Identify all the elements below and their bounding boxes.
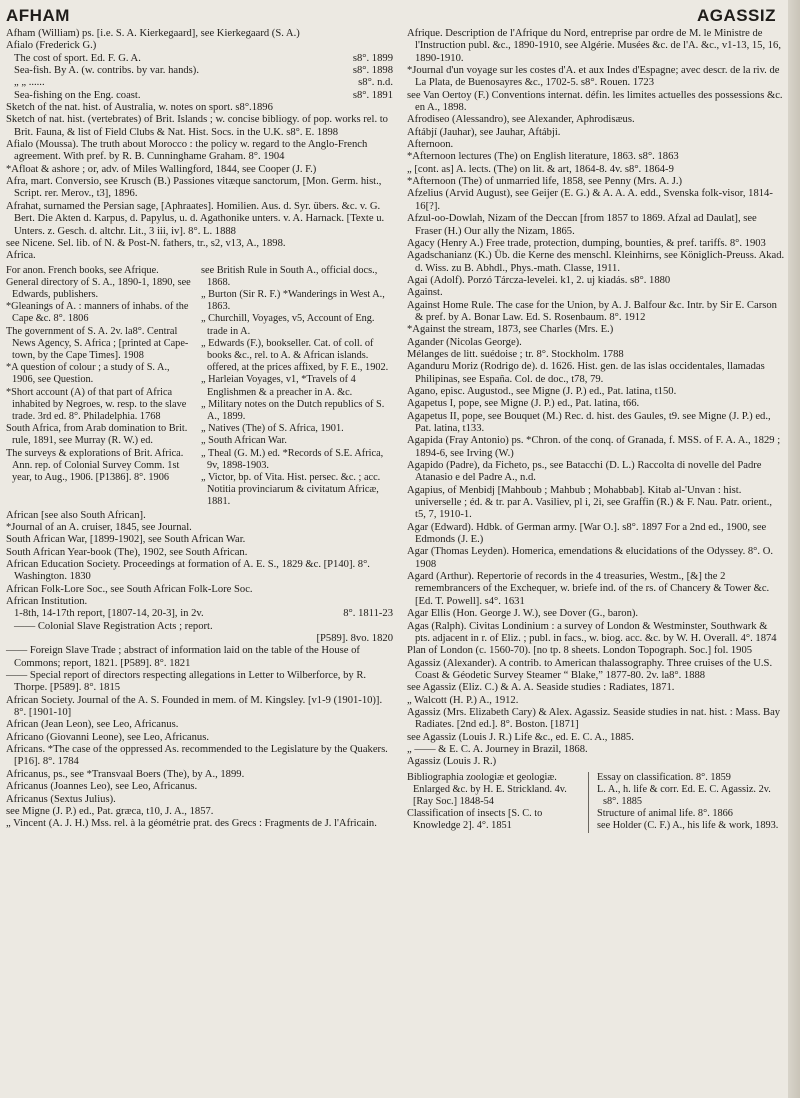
catalog-entry: see Agassiz (Eliz. C.) & A. A. Seaside studies : Radiates, 1871. <box>407 682 675 694</box>
catalog-entry: Afzelius (Arvid August), see Geijer (E. G.) & A. A. A. edd., Svenska folk-visor, 1814-16[?]. <box>407 188 773 212</box>
catalog-entry: Structure of animal life. 8°. 1866 <box>597 808 733 820</box>
catalog-entry: „ Churchill, Voyages, v5, Account of Eng. trade in A. <box>201 313 375 337</box>
catalog-entry: Agapida (Fray Antonio) ps. *Chron. of the conq. of Granada, f. MSS. of F. A. A., 1829 ; 1894-6, see Irving (W.) <box>407 435 781 459</box>
catalog-entry: Sketch of nat. hist. (vertebrates) of Brit. Islands ; w. concise bibliogy. of pop. works rel. to Brit. Fauna, & list of Field Clubs & Nat. Hist. Socs. in the U.K. s8°. E. 1898 <box>6 114 388 138</box>
catalog-entry: Africanus (Sextus Julius). <box>6 793 116 805</box>
catalog-entry: Aftábjí (Jauhar), see Jauhar, Aftábji. <box>407 126 561 138</box>
catalog-entry: *Afloat & ashore ; or, adv. of Miles Wallingford, 1844, see Cooper (J. F.) <box>6 163 317 175</box>
catalog-entry: „ Burton (Sir R. F.) *Wanderings in West A., 1863. <box>201 288 385 313</box>
entry-text: Sea-fish. By A. (w. contribs. by var. hands). <box>14 65 199 77</box>
catalog-entry: Agano, episc. Augustod., see Migne (J. P.) ed., Pat. latina, t150. <box>407 385 677 397</box>
entry-line <box>6 608 393 620</box>
catalog-entry: Africans. *The case of the oppressed As. recommended to the Legislature by the Quakers. [P16]. 8°. 1784 <box>6 744 388 768</box>
catalog-entry: Agapius, of Menbidj [Mahboub ; Mahbub ; Mohabbab]. Kitab al-'Unvan : hist. universelle ; éd. & tr. par A. Vasiliev, pl i, 2i, see Graffin (R.) & F. Nau. Patr. orient., t5, 7, 1910-1. <box>407 484 773 521</box>
catalog-entry: see Agassiz (Louis J. R.) Life &c., ed. E. C. A., 1885. <box>407 731 634 743</box>
catalog-entry: Agapetus I, pope, see Migne (J. P.) ed., Pat. latina, t66. <box>407 398 640 410</box>
catalog-entry: Against Home Rule. The case for the Union, by A. J. Balfour &c. Intr. by Sir E. Carson & pref. by A. Bonar Law. Ed. S. Rosenbaum. 8°. 1912 <box>407 299 777 323</box>
entry-text: The cost of sport. Ed. F. G. A. <box>14 52 141 64</box>
catalog-entry: „ [cont. as] A. lects. (The) on lit. & art, 1864-8. 4v. s8°. 1864-9 <box>407 163 674 175</box>
catalog-entry: Bibliographia zoologiæ et geologiæ. Enlarged &c. by H. E. Strickland. 4v. [Ray Soc.] 1848-54 <box>407 771 567 808</box>
catalog-entry: Against. <box>407 287 443 299</box>
agassiz-block-right <box>597 772 783 833</box>
catalog-entry: Africanus, ps., see *Transvaal Boers (The), by A., 1899. <box>6 768 245 780</box>
catalog-entry: „ Natives (The) of S. Africa, 1901. <box>201 423 344 435</box>
catalog-entry: *Short account (A) of that part of Africa inhabited by Negroes, w. resp. to the slave trade. 3rd ed. 8°. Philadelphia. 1768 <box>6 386 187 422</box>
catalog-entry: see Holder (C. F.) A., his life & work, 1893. <box>597 820 779 832</box>
catalog-entry: Africano (Giovanni Leone), see Leo, Africanus. <box>6 731 209 743</box>
entry-text: 1-8th, 14-17th report, [1807-14, 20-3], in 2v. <box>14 608 204 620</box>
catalog-entry: *Against the stream, 1873, see Charles (Mrs. E.) <box>407 324 614 336</box>
entry-imprint: s8°. 1898 <box>352 65 393 77</box>
catalog-entry: Agar Ellis (Hon. George J. W.), see Dover (G., baron). <box>407 608 639 620</box>
catalog-entry: *Journal of an A. cruiser, 1845, see Journal. <box>6 521 192 533</box>
entry-imprint: s8°. n.d. <box>358 77 393 89</box>
catalog-entry: Mélanges de litt. suédoise ; tr. 8°. Stockholm. 1788 <box>407 348 624 360</box>
catalog-entry: Afrahat, surnamed the Persian sage, [Aphraates]. Homilien. Aus. d. Syr. übers. &c. v. G. Bert. Die Akten d. Karpus, d. Papylus, u. d. Agathonike unters. v. A. Harnack. [Texte u. Unters. z. Gesch. d. altchr. Lit., 3 iii, iv]. 8°. L. 1888 <box>6 200 385 237</box>
catalog-entry: Agassiz (Alexander). A contrib. to American thalassography. Three cruises of the U.S. Coast & Géodetic Survey Steamer “ Blake,” 1877-80. 2v. la8°. 1888 <box>407 657 773 681</box>
catalog-entry: Agadschanianz (K.) Üb. die Kerne des menschl. Kleinhirns, see Königlich-Preuss. Akad. d. Wiss. zu B. Abhdl., Phys.-math. Classe, 1911. <box>407 250 785 274</box>
catalog-entry: *Gleanings of A. : manners of inhabs. of the Cape &c. 8°. 1806 <box>6 301 189 325</box>
header-right: AGASSIZ <box>696 6 776 25</box>
catalog-entry: see Migne (J. P.) ed., Pat. græca, t10, J. A., 1857. <box>6 805 214 817</box>
catalog-entry: Afialo (Moussa). The truth about Morocco : the policy w. regard to the Anglo-French agreement. With pref. by R. B. Cunninghame Graham. 8°. 1904 <box>6 139 368 163</box>
agassiz-block-left <box>407 772 589 833</box>
catalog-entry: Afialo (Frederick G.) <box>6 40 97 52</box>
catalog-entry: „ Walcott (H. P.) A., 1912. <box>407 694 519 706</box>
catalog-entry: Agai (Adolf). Porzó Tárcza-levelei. k1, 2. uj kiadás. s8°. 1880 <box>407 274 671 286</box>
catalog-entry: Agapido (Padre), da Ficheto, ps., see Batacchi (D. L.) Raccolta di novelle del Padre Atanasio e del Padre A., n.d. <box>407 460 762 484</box>
catalog-entry: The surveys & explorations of Brit. Africa. Ann. rep. of Colonial Survey Comm. 1st year, to Aug., 1906. [P1386]. 8°. 1906 <box>6 447 184 483</box>
catalog-entry: Plan of London (c. 1560-70). [no tp. 8 sheets. London Topograph. Soc.] fol. 1905 <box>407 645 753 657</box>
catalog-entry: *Afternoon lectures (The) on English literature, 1863. s8°. 1863 <box>407 151 679 163</box>
catalog-entry: „ Victor, bp. of Vita. Hist. persec. &c. ; acc. Notitia provinciarum & civitatum Africæ, 1881. <box>201 471 381 508</box>
catalog-entry: Agapetus II, pope, see Bouquet (M.) Rec. d. hist. des Gaules, t9. see Migne (J. P.) ed., Pat. latina, t133. <box>407 410 771 434</box>
catalog-entry: Agacy (Henry A.) Free trade, protection, dumping, bounties, & pref. tariffs. 8°. 1903 <box>407 237 766 249</box>
catalog-entry: —— Foreign Slave Trade ; abstract of information laid on the table of the House of Commons; report, 1821. [P589]. 8°. 1821 <box>6 645 360 669</box>
entry-text: „ „ ...... <box>14 77 45 89</box>
catalog-entry: Afra, mart. Conversio, see Krusch (B.) Passiones vitæque sanctorum, [Mon. Germ. hist., Script. rer. Merov., t3], 1896. <box>6 176 382 200</box>
entry-line <box>6 90 393 102</box>
catalog-entry: Classification of insects [S. C. to Knowledge 2]. 4°. 1851 <box>407 808 543 832</box>
catalog-entry: *Journal d'un voyage sur les costes d'A. et aux Indes d'Espagne; avec descr. de la riv. de La Plata, de Buenosayres &c., 1702-5. s8°. Rouen. 1723 <box>407 65 780 89</box>
running-head <box>6 6 776 26</box>
entry-text: Sea-fishing on the Eng. coast. <box>14 89 141 101</box>
catalog-entry: Essay on classification. 8°. 1859 <box>597 771 731 783</box>
catalog-entry: Afzul-oo-Dowlah, Nizam of the Deccan [from 1857 to 1869. Afzal ad Daulat], see Fraser (H.) Our ally the Nizam, 1865. <box>407 213 757 237</box>
entry-line <box>6 621 393 633</box>
entry-imprint: s8°. 1891 <box>352 89 393 101</box>
entry-line <box>6 65 393 77</box>
catalog-entry: General directory of S. A., 1890-1, 1890, see Edwards, publishers. <box>6 276 191 300</box>
header-left: AFHAM <box>6 6 70 25</box>
catalog-entry: „ Harleian Voyages, v1, *Travels of 4 Englishmen & a preacher in A. &c. <box>201 374 356 398</box>
entry-imprint: 8°. 1811-23 <box>343 608 393 620</box>
catalog-entry: see Van Oertoy (F.) Conventions internat. défin. les limites actuelles des possessions &c. en A., 1898. <box>407 89 783 114</box>
catalog-entry: South Africa, from Arab domination to Brit. rule, 1891, see Murray (R. W.) ed. <box>6 423 188 447</box>
catalog-entry: For anon. French books, see Afrique. <box>6 264 159 276</box>
catalog-entry: see British Rule in South A., official docs., 1868. <box>201 264 378 288</box>
entry-imprint: [P589]. 8vo. 1820 <box>316 633 393 645</box>
catalog-entry: Aganduru Moriz (Rodrigo de). d. 1626. Hist. gen. de las islas occidentales, llamadas Philipinas, see España. Col. de doc., t78, 79. <box>407 361 765 385</box>
catalog-entry: Afham (William) ps. [i.e. S. A. Kierkegaard], see Kierkegaard (S. A.) <box>6 28 300 39</box>
entry-imprint: s8°. 1899 <box>352 52 393 64</box>
catalog-entry: African Education Society. Proceedings at formation of A. E. S., 1829 &c. [P140]. 8°. Washington. 1830 <box>6 558 370 583</box>
catalog-entry: African [see also South African]. <box>6 509 146 521</box>
catalog-entry: Afrodiseo (Alessandro), see Alexander, Aphrodisæus. <box>407 114 635 126</box>
entry-line <box>6 53 393 65</box>
catalog-entry: Agassiz (Louis J. R.) <box>407 756 497 768</box>
africa-block <box>6 265 393 509</box>
catalog-entry: African Institution. <box>6 596 88 607</box>
catalog-entry: „ Military notes on the Dutch republics of S. A., 1899. <box>201 398 385 422</box>
catalog-entry: „ Edwards (F.), bookseller. Cat. of coll. of books &c., rel. to A. & African islands. offered, at the prices affixed, by F. E., 1902. <box>201 337 389 374</box>
catalog-entry: see Nicene. Sel. lib. of N. & Post-N. fathers, tr., s2, v13, A., 1898. <box>6 237 286 249</box>
catalog-entry: The government of S. A. 2v. la8°. Central News Agency, S. Africa ; [printed at Cape-town, by the Cape Times]. 1908 <box>6 325 189 361</box>
catalog-entry: Afternoon. <box>407 139 454 151</box>
catalog-entry: L. A., h. life & corr. Ed. E. C. Agassiz. 2v. s8°. 1885 <box>597 783 771 808</box>
africa-block-right <box>201 265 393 509</box>
catalog-entry: South African Year-book (The), 1902, see South African. <box>6 546 248 558</box>
catalog-entry: *Afternoon (The) of unmarried life, 1858, see Penny (Mrs. A. J.) <box>407 176 683 188</box>
catalog-entry: Agas (Ralph). Civitas Londinium : a survey of London & Westminster, Southwark & pts. adjacent in r. of Eliz. ; publ. in facs., w. biog. acc. &c. by W. H. Overall. 4°. 1874 <box>407 620 777 644</box>
entry-line <box>6 77 393 89</box>
left-column <box>6 28 393 831</box>
catalog-entry: „ Theal (G. M.) ed. *Records of S.E. Africa, 9v, 1898-1903. <box>201 447 384 471</box>
catalog-entry: „ South African War. <box>201 435 287 447</box>
agassiz-block <box>407 772 785 833</box>
catalog-entry: —— Special report of directors respecting allegations in Letter to Wilberforce, by R. Thorpe. [P589]. 8°. 1815 <box>6 670 367 694</box>
catalog-entry: Africanus (Joannes Leo), see Leo, Africanus. <box>6 781 198 793</box>
right-column <box>407 28 785 833</box>
catalog-entry: African Society. Journal of the A. S. Founded in mem. of M. Kingsley. [v1-9 (1901-10)]. 8°. [1901-10] <box>6 694 383 719</box>
catalog-entry: *A question of colour ; a study of S. A., 1906, see Question. <box>6 362 170 386</box>
catalog-entry: „ Vincent (A. J. H.) Mss. rel. à la géométrie prat. des Grecs : Fragments de J. l'Africain. <box>6 818 377 830</box>
africa-block-left <box>6 265 191 509</box>
catalog-entry: „ —— & E. C. A. Journey in Brazil, 1868. <box>407 743 588 755</box>
page-edge <box>788 0 800 1098</box>
catalog-entry: Afrique. Description de l'Afrique du Nord, entreprise par ordre de M. le Ministre de l'Instruction publ. &c., 1890-1910, see Algérie. Musées &c. de l'A. &c., v1-13, 15, 16, 1890-1910. <box>407 28 782 64</box>
catalog-entry: Agar (Thomas Leyden). Homerica, emendations & elucidations of the Odyssey. 8°. O. 1908 <box>407 546 773 570</box>
catalog-entry: African (Jean Leon), see Leo, Africanus. <box>6 719 179 731</box>
catalog-entry: African Folk-Lore Soc., see South African Folk-Lore Soc. <box>6 583 253 595</box>
catalog-entry: Agard (Arthur). Repertorie of records in the 4 treasuries, Westm., [&] the 2 remembrancers of the Exchequer, w. briefe ind. of the rs. of Chancery & Tower &c. [Ed. T. Powell]. s4°. 1631 <box>407 571 770 607</box>
catalog-entry: Agassiz (Mrs. Elizabeth Cary) & Alex. Agassiz. Seaside studies in nat. hist. : Mass. Bay Radiates. [2nd ed.]. 8°. Boston. [1871] <box>407 706 781 731</box>
catalog-entry: Agander (Nicolas George). <box>407 336 522 348</box>
catalog-entry: Agar (Edward). Hdbk. of German army. [War O.]. s8°. 1897 For a 2nd ed., 1900, see Edmonds (J. E.) <box>407 521 767 546</box>
entry-text: —— Colonial Slave Registration Acts ; report. <box>14 620 213 632</box>
catalog-entry: Sketch of the nat. hist. of Australia, w. notes on sport. s8°.1896 <box>6 102 273 114</box>
catalog-entry: South African War, [1899-1902], see South African War. <box>6 534 246 546</box>
entry-line <box>6 633 393 645</box>
catalog-entry: Africa. <box>6 250 36 262</box>
